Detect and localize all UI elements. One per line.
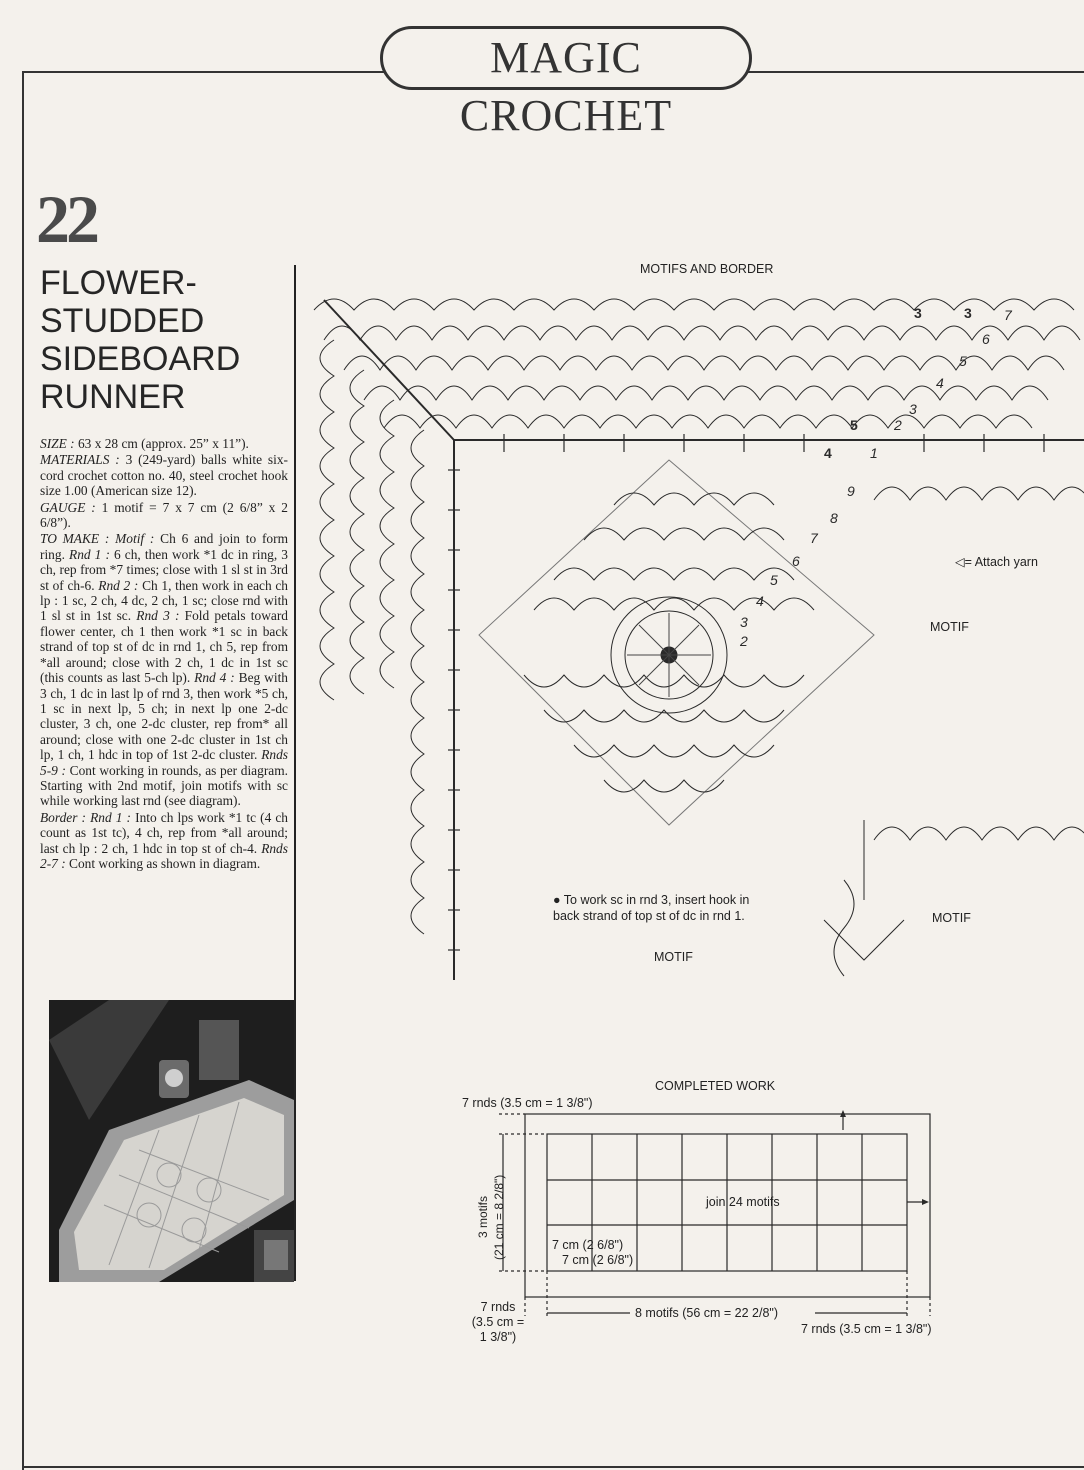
top-rnds-label: 7 rnds (3.5 cm = 1 3/8") [462, 1096, 593, 1110]
page-frame-left [22, 71, 24, 1470]
gauge-label: GAUGE : [40, 499, 96, 515]
bottom-left-line: 7 rnds [480, 1300, 516, 1314]
materials-paragraph [40, 452, 288, 498]
title-line: FLOWER- [40, 264, 197, 302]
attach-yarn-legend: ◁= Attach yarn [955, 555, 1038, 569]
rnds59-text: Cont working in rounds, as per diagram. Starting with 2nd motif, join motifs with sc while working last rnd (see diagram). [40, 762, 288, 809]
border-paragraph [40, 810, 288, 872]
bottom-right-rnds: 7 rnds (3.5 cm = 1 3/8") [801, 1322, 932, 1336]
border-rnd-number: 5 [959, 353, 967, 369]
rnd1-text: 6 ch, then work *1 dc in ring, 3 ch, rep from *7 times; close with 1 sl st in 3rd st of ch-6. [40, 546, 288, 593]
motif-rnd-number: 6 [792, 553, 800, 569]
title-line: STUDDED [40, 302, 205, 340]
stitch-count-label: 3 [964, 305, 972, 321]
stitch-count-label: 4 [824, 445, 832, 461]
border-rnd-number: 6 [982, 331, 990, 347]
column-divider [294, 265, 296, 1281]
border-rnd-number: 7 [1004, 307, 1012, 323]
materials-label: MATERIALS : [40, 452, 120, 468]
to-make-text: Ch 6 and join to form ring. [40, 531, 288, 562]
motifs-size-vertical: (21 cm = 8 2/8") [492, 1174, 506, 1260]
runner-photo [49, 1000, 294, 1282]
bottom-left-line: (3.5 cm = [471, 1315, 525, 1329]
bottom-left-line: 1 3/8") [479, 1330, 517, 1344]
cell-width-label: 7 cm (2 6/8") [552, 1238, 624, 1252]
join-motifs-label: join 24 motifs [706, 1195, 780, 1209]
motif-rnd-number: 3 [740, 614, 748, 630]
size-text: 63 x 28 cm (approx. 25” x 11”). [77, 436, 249, 451]
rnd1-label: Rnd 1 : [69, 546, 110, 562]
page-frame-bottom [22, 1466, 1084, 1468]
pattern-number: 22 [36, 181, 96, 257]
border-text: Into ch lps work *1 tc (4 ch count as 1st tc), 4 ch, rep from *all around; last ch lp : 2 ch, 1 hdc in top st of ch-4. [40, 809, 289, 856]
border2-label: Rnds 2-7 : [40, 840, 288, 871]
rnd4-text: Beg with 3 ch, 1 dc in last lp of rnd 3, then work *5 ch, 1 sc in next lp, 5 ch; in next lp one 2-dc cluster, 3 ch, one 2-dc cluster, rep from* all around; close with one 2-dc cluster in 1st ch lp, 1 ch, 1 hdc in top of 1st 2-dc cluster. [40, 670, 288, 763]
rnds59-label: Rnds 5-9 : [40, 747, 288, 778]
title-line: SIDEBOARD [40, 340, 241, 378]
pattern-title [40, 264, 290, 416]
rnd3-label: Rnd 3 : [136, 608, 180, 624]
border-rnd-number: 1 [870, 445, 878, 461]
materials-text: 3 (249-yard) balls white six-cord crochet cotton no. 40, steel crochet hook size 1.00 (American size 12). [40, 452, 288, 499]
instructions-text [40, 436, 288, 872]
motif-label: MOTIF [654, 950, 693, 964]
rnd3-note: ● To work sc in rnd 3, insert hook in back strand of top st of dc in rnd 1. [553, 893, 750, 923]
completed-work-title: COMPLETED WORK [655, 1079, 776, 1093]
rnd4-label: Rnd 4 : [194, 670, 235, 686]
border-label: Border : Rnd 1 : [40, 809, 132, 825]
motif-rnd-number: 8 [830, 510, 838, 526]
stitch-count-label: 3 [914, 305, 922, 321]
motif-rnd-number: 5 [770, 572, 778, 588]
motif-rnd-number: 4 [756, 593, 764, 609]
to-make-label: TO MAKE : Motif : [40, 531, 155, 547]
completed-work-schematic [485, 1110, 945, 1320]
motifs-count-vertical: 3 motifs [476, 1195, 490, 1238]
border-rnd-number: 3 [909, 401, 917, 417]
gauge-paragraph [40, 500, 288, 531]
header-title: MAGIC CROCHET [380, 26, 752, 90]
size-paragraph [40, 436, 288, 451]
border-rnd-number: 2 [894, 417, 902, 433]
bottom-motifs-label: 8 motifs (56 cm = 22 2/8") [635, 1306, 779, 1320]
size-label: SIZE : [40, 436, 75, 451]
runner-photo-art [49, 1000, 294, 1282]
stitch-count-label: 5 [850, 417, 858, 433]
motif-rnd-number: 7 [810, 530, 818, 546]
gauge-text: 1 motif = 7 x 7 cm (2 6/8” x 2 6/8”). [40, 499, 288, 531]
motif-rnd-number: 9 [847, 483, 855, 499]
title-line: RUNNER [40, 378, 186, 416]
cell-height-label: 7 cm (2 6/8") [562, 1253, 634, 1267]
border-rnd-number: 4 [936, 375, 944, 391]
border2-text: Cont working as shown in diagram. [69, 855, 261, 871]
motif-label: MOTIF [932, 911, 971, 925]
rnd2-label: Rnd 2 : [98, 577, 139, 593]
rnd3-text: Fold petals toward flower center, ch 1 then work *1 sc in back strand of top st of dc in rnd 1, ch 5, rep from *all around; close with 2 ch, 1 dc in 1st sc (this counts as last 5-ch lp). [40, 608, 288, 686]
diagram-title: MOTIFS AND BORDER [640, 262, 774, 276]
motif-rnd-number: 2 [740, 633, 748, 649]
to-make-paragraph [40, 531, 288, 808]
bottom-left-rnds [458, 1300, 538, 1345]
motif-label: MOTIF [930, 620, 969, 634]
rnd2-text: Ch 1, then work in each ch lp : 1 sc, 2 ch, 4 dc, 2 ch, 1 sc; close rnd with 1 sl st in 1st sc. [40, 577, 288, 624]
